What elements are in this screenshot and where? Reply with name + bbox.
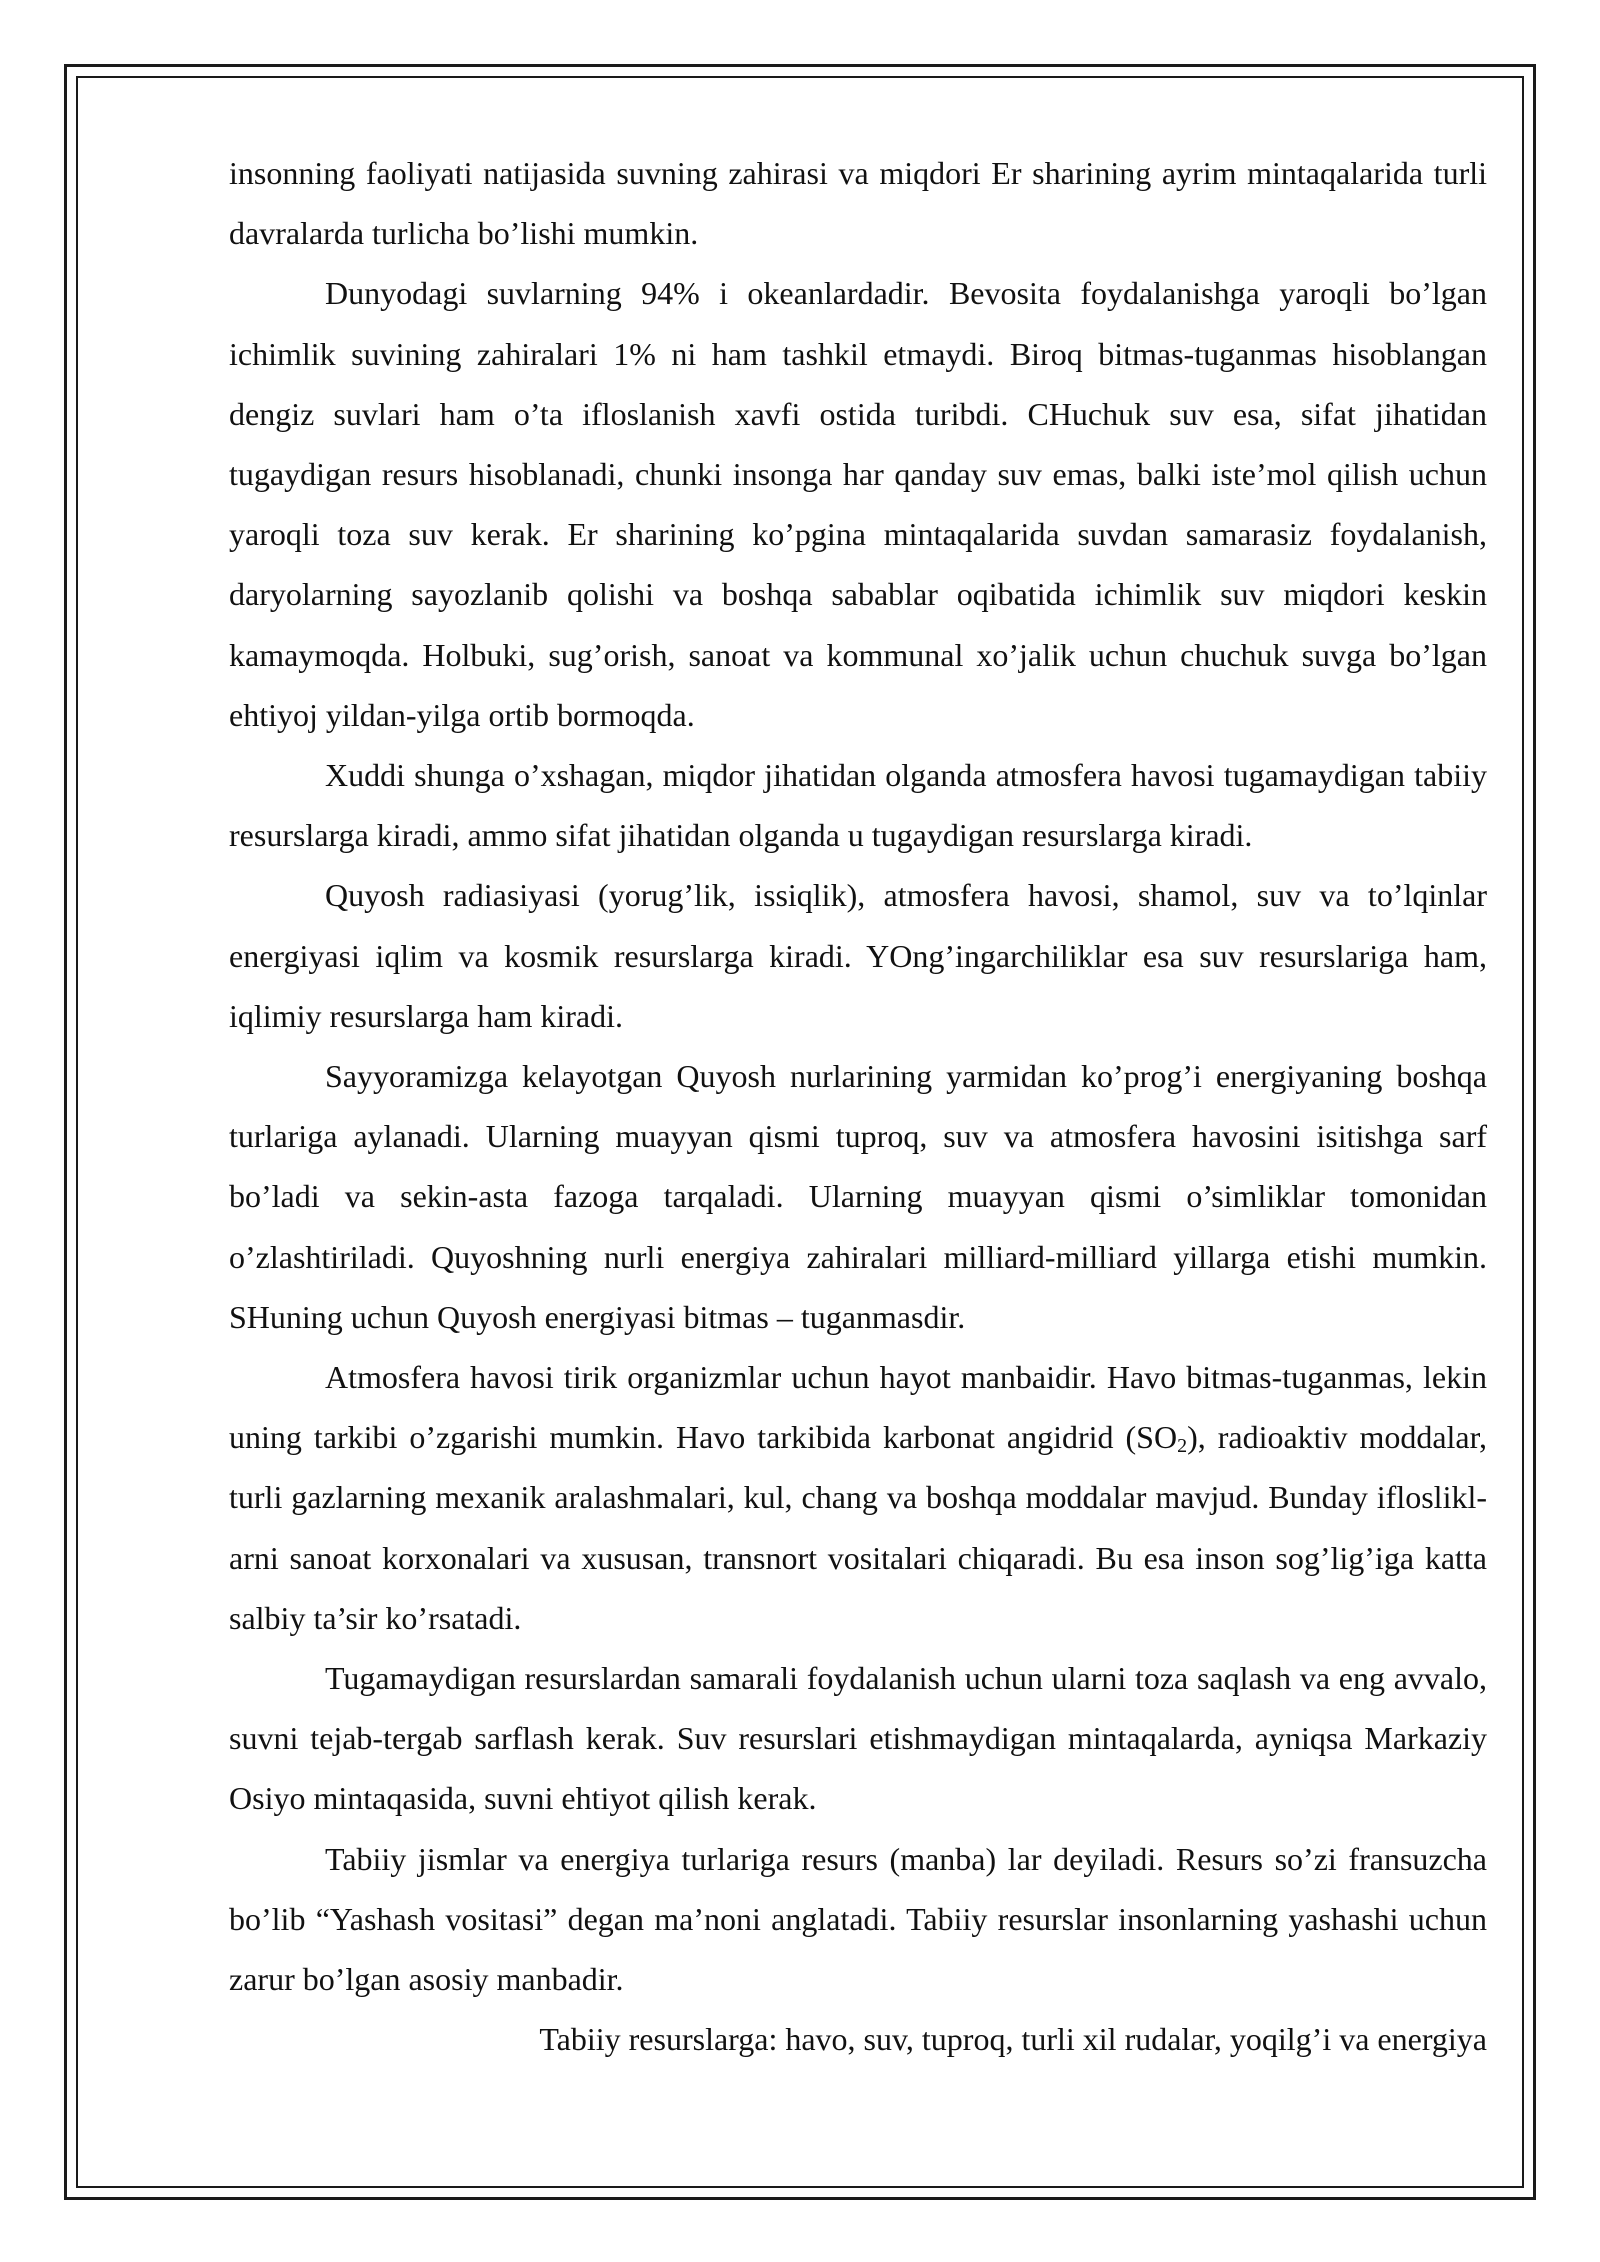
paragraph: Sayyoramizga kelayotgan Quyosh nurlarining yarmidan ko’prog’i energiyaning boshqa turlariga aylanadi. Ularning muayyan qismi tuproq, suv va atmosfera havosini isitishga sarf bo’ladi va sekin-asta fazoga tarqaladi. Ularning muayyan qismi o’simliklar tomonidan o’zlashtiriladi. Quyoshning nurli energiya zahiralari milliard-milliard yillarga etishi mumkin. SHuning uchun Quyosh energiyasi bitmas – tuganmasdir. <box>229 1058 1487 1335</box>
paragraph: Tabiiy resurslarga: havo, suv, tuproq, turli xil rudalar, yoqilg’i va energiya <box>539 2021 1487 2058</box>
paragraph: Tabiiy jismlar va energiya turlariga resurs (manba) lar deyiladi. Resurs so’zi fransuzcha bo’lib “Yashash vositasi” degan ma’noni anglatadi. Tabiiy resurslar insonlarning yashashi uchun zarur bo’lgan asosiy manbadir. <box>229 1840 1487 1998</box>
paragraph <box>229 1347 1487 1648</box>
subscript: 2 <box>1177 1435 1188 1458</box>
paragraph: Dunyodagi suvlarning 94% i okeanlardadir. Bevosita foydalanishga yaroqli bo’lgan ichimlik suvining zahiralari 1% ni ham tashkil etmaydi. Biroq bitmas-tuganmas hisoblangan dengiz suvlari ham o’ta ifloslanish xavfi ostida turibdi. CHuchuk suv esa, sifat jihatidan tugaydigan resurs hisoblanadi, chunki insonga har qanday suv emas, balki iste’mol qilish uchun yaroqli toza suv kerak. Er sharining ko’pgina mintaqalarida suvdan samarasiz foydalanish, daryolarning sayozlanib qolishi va boshqa sabablar oqibatida ichimlik suv miqdori keskin kamaymoqda. Holbuki, sug’orish, sanoat va kommunal xo’jalik uchun chuchuk suvga bo’lgan ehtiyoj yildan-yilga ortib bormoqda. <box>229 275 1487 733</box>
paragraph: Tugamaydigan resurslardan samarali foydalanish uchun ularni toza saqlash va eng avvalo, suvni tejab-tergab sarflash kerak. Suv resurslari etishmaydigan mintaqalarda, ayniqsa Markaziy Osiyo mintaqasida, suvni ehtiyot qilish kerak. <box>229 1660 1487 1817</box>
paragraph-text: ), radioaktiv moddalar, turli gazlarning mexanik aralashmalari, kul, chang va boshqa moddalar mavjud. Bunday iflosliklarni sanoat korxonalari va xususan, transnort vositalari chiqaradi. Bu esa inson sog’lig’iga katta salbiy ta’sir ko’rsatadi. <box>229 1419 1488 1636</box>
paragraph: insonning faoliyati natijasida suvning zahirasi va miqdori Er sharining ayrim mintaqalarida turli davralarda turlicha bo’lishi mumkin. <box>229 155 1487 252</box>
document-body <box>229 143 1487 2070</box>
paragraph: Quyosh radiasiyasi (yorug’lik, issiqlik), atmosfera havosi, shamol, suv va to’lqinlar energiyasi iqlim va kosmik resurslarga kiradi. YOng’ingarchiliklar esa suv resurslariga ham, iqlimiy resurslarga ham kiradi. <box>229 877 1487 1034</box>
paragraph: Xuddi shunga o’xshagan, miqdor jihatidan olganda atmosfera havosi tugamaydigan tabiiy resurslarga kiradi, ammo sifat jihatidan olganda u tugaydigan resurslarga kiradi. <box>229 757 1487 854</box>
paragraph-text: Atmosfera havosi tirik organizmlar uchun hayot manbaidir. Havo bitmas-tuganmas, lekin uning tarkibi o’zgarishi mumkin. Havo tarkibida karbonat angidrid (SO <box>229 1359 1487 1456</box>
